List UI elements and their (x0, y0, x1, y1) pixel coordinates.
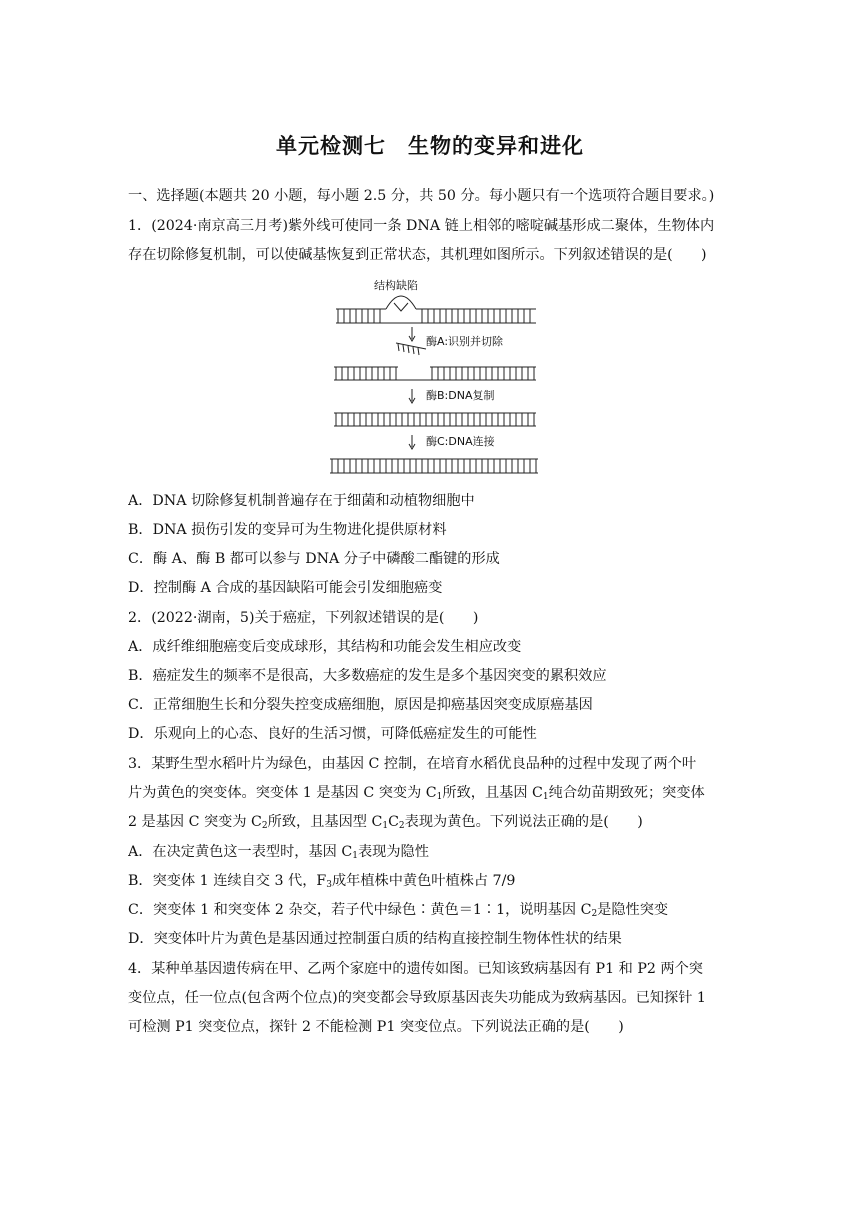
q1-option-d: D．控制酶 A 合成的基因缺陷可能会引发细胞癌变 (128, 580, 443, 596)
q3-stem-line3: 2 是基因 C 突变为 $C_2$所致，且基因型 $C_1C_2$表现为黄色。下列说法正确的是( ) (128, 814, 643, 831)
q1-stem-line1: 1．(2024·南京高三月考)紫外线可使同一条 DNA 链上相邻的嘧啶碱基形成二聚体，生物体内 (128, 218, 715, 234)
q3-option-b: B．突变体 1 连续自交 3 代，$F_3$成年植株中黄色叶植株占 7/9 (128, 873, 516, 890)
q3-option-d: D．突变体叶片为黄色是基因通过控制蛋白质的结构直接控制生物体性状的结果 (128, 931, 622, 947)
q2-option-c: C．正常细胞生长和分裂失控变成癌细胞，原因是抑癌基因突变成原癌基因 (128, 697, 593, 713)
page-title: 单元检测七 生物的变异和进化 (276, 134, 584, 158)
q2-option-a: A．成纤维细胞癌变后变成球形，其结构和功能会发生相应改变 (128, 639, 522, 655)
q2-option-d: D．乐观向上的心态、良好的生活习惯，可降低癌症发生的可能性 (128, 726, 537, 742)
q1-option-c: C．酶 A、酶 B 都可以参与 DNA 分子中磷酸二酯键的形成 (128, 551, 500, 567)
dna-repair-figure (326, 275, 541, 481)
q3-option-c: C．突变体 1 和突变体 2 杂交，若子代中绿色∶黄色＝1∶1，说明基因 $C_2$是隐性突变 (128, 902, 669, 919)
label-enzyme-a: 酶A:识别并切除 (426, 335, 504, 348)
q1-option-a: A．DNA 切除修复机制普遍存在于细菌和动植物细胞中 (128, 493, 475, 509)
q4-stem-line1: 4．某种单基因遗传病在甲、乙两个家庭中的遗传如图。已知该致病基因有 P1 和 P2 两个突 (128, 961, 703, 977)
q3-option-a: A．在决定黄色这一表型时，基因 $C_1$表现为隐性 (128, 844, 429, 861)
label-enzyme-c: 酶C:DNA连接 (426, 435, 495, 448)
q2-option-b: B．癌症发生的频率不是很高，大多数癌症的发生是多个基因突变的累积效应 (128, 668, 607, 684)
section-heading: 一、选择题(本题共 20 小题，每小题 2.5 分，共 50 分。每小题只有一个选项符合题目要求。) (128, 188, 715, 204)
q4-stem-line3: 可检测 P1 突变位点，探针 2 不能检测 P1 突变位点。下列说法正确的是( ) (128, 1019, 624, 1035)
q1-option-b: B．DNA 损伤引发的变异可为生物进化提供原材料 (128, 522, 447, 538)
q4-stem-line2: 变位点，任一位点(包含两个位点)的突变都会导致原基因丧失功能成为致病基因。已知探针 1 (128, 990, 706, 1006)
q3-stem-line2: 片为黄色的突变体。突变体 1 是基因 C 突变为 $C_1$所致，且基因 $C_1$纯合幼苗期致死；突变体 (128, 785, 705, 802)
label-structural-defect: 结构缺陷 (374, 279, 418, 292)
label-enzyme-b: 酶B:DNA复制 (426, 389, 495, 402)
q1-stem-line2: 存在切除修复机制，可以使碱基恢复到正常状态，其机理如图所示。下列叙述错误的是( ) (128, 247, 707, 263)
q3-stem-line1: 3．某野生型水稻叶片为绿色，由基因 C 控制，在培育水稻优良品种的过程中发现了两个叶 (128, 756, 697, 772)
q2-stem: 2．(2022·湖南，5)关于癌症，下列叙述错误的是( ) (128, 610, 479, 626)
